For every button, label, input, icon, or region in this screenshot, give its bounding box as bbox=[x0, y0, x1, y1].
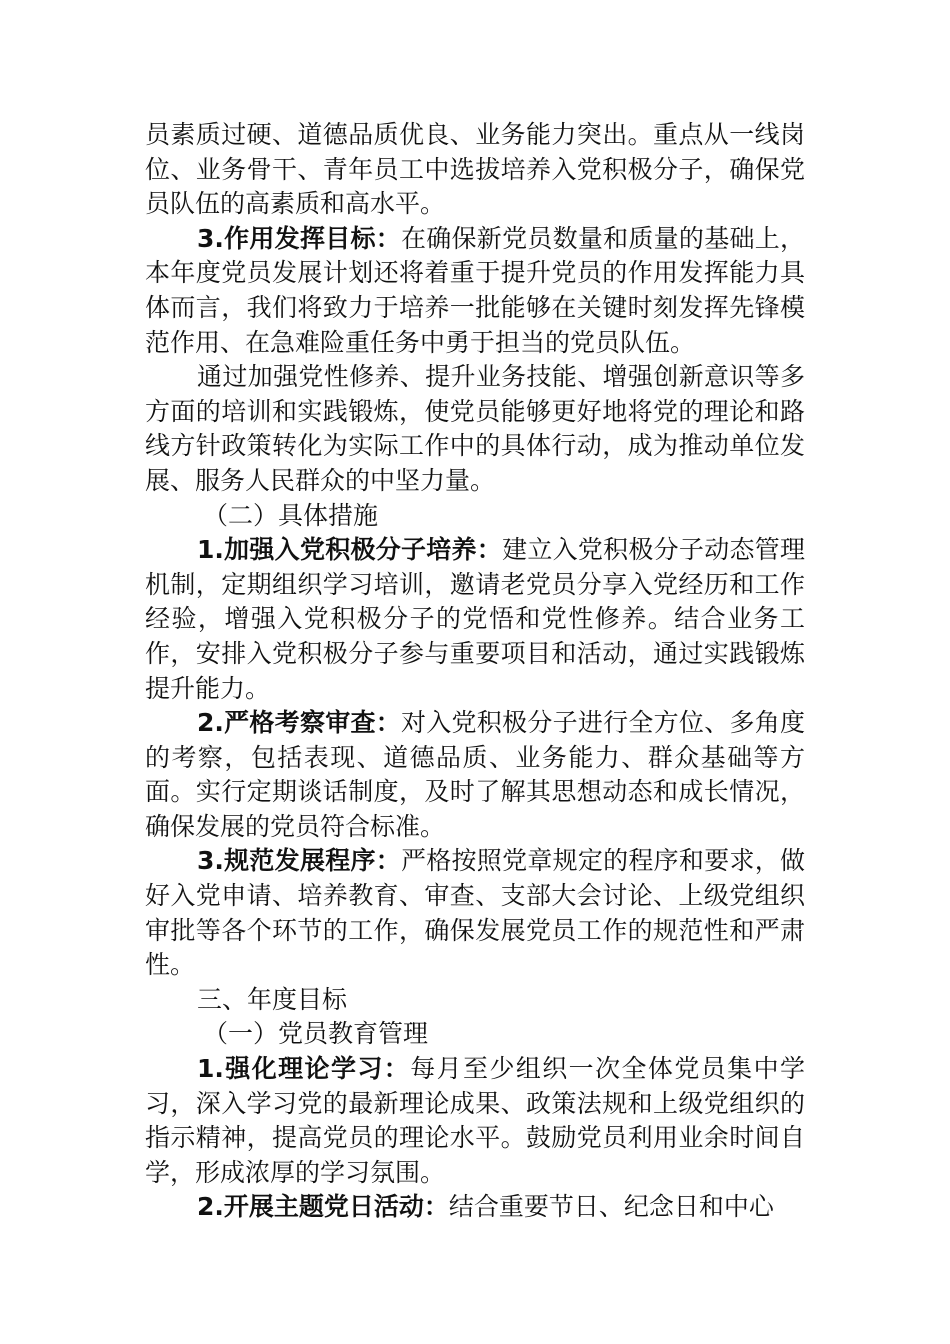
paragraph-lead: 3.规范发展程序： bbox=[197, 846, 402, 876]
paragraph-lead: 1.强化理论学习： bbox=[197, 1054, 411, 1084]
subheading-measures: （二）具体措施 bbox=[203, 500, 379, 530]
subheading-education: （一）党员教育管理 bbox=[203, 1019, 429, 1049]
paragraph-text: 严格按照党章规定的程序和要求，做好入党申请、培养教育、审查、支部大会讨论、上级党组织审批等各个环节的工作，确保发展党员工作的规范性和严肃性。 bbox=[145, 846, 805, 980]
paragraph-text: 在确保新党员数量和质量的基础上，本年度党员发展计划还将着重于提升党员的作用发挥能力具体而言，我们将致力于培养一批能够在关键时刻发挥先锋模范作用、在急难险重任务中勇于担当的党员队伍。 bbox=[145, 223, 805, 357]
paragraph-lead: 2.开展主题党日活动： bbox=[197, 1192, 449, 1222]
paragraph-theory-study bbox=[145, 1052, 805, 1190]
paragraph-text: 结合重要节日、纪念日和中心 bbox=[448, 1192, 774, 1222]
document-body bbox=[145, 118, 805, 1225]
paragraph-text: 每月至少组织一次全体党员集中学习，深入学习党的最新理论成果、政策法规和上级党组织的指示精神，提高党员的理论水平。鼓励党员利用业余时间自学，形成浓厚的学习氛围。 bbox=[145, 1054, 805, 1187]
paragraph-lead: 2.严格考察审查： bbox=[197, 708, 402, 738]
paragraph-review bbox=[145, 706, 805, 844]
paragraph-text: 建立入党积极分子动态管理机制，定期组织学习培训，邀请老党员分享入党经历和工作经验，增强入党积极分子的党悟和党性修养。结合业务工作，安排入党积极分子参与重要项目和活动，通过实践锻炼提升能力。 bbox=[145, 535, 805, 703]
paragraph-training: 通过加强党性修养、提升业务技能、增强创新意识等多方面的培训和实践锻炼，使党员能够更好地将党的理论和路线方针政策转化为实际工作中的具体行动，成为推动单位发展、服务人民群众的中坚力量。 bbox=[145, 362, 805, 495]
paragraph-activist-training bbox=[145, 533, 805, 706]
paragraph-continuation: 员素质过硬、道德品质优良、业务能力突出。重点从一线岗位、业务骨干、青年员工中选拔培养入党积极分子，确保党员队伍的高素质和高水平。 bbox=[145, 120, 805, 219]
paragraph-lead: 1.加强入党积极分子培养： bbox=[197, 535, 503, 565]
paragraph-lead: 3.作用发挥目标： bbox=[197, 223, 402, 253]
paragraph-theme-day bbox=[145, 1190, 805, 1225]
paragraph-role-goal bbox=[145, 222, 805, 360]
section-heading-annual-goals: 三、年度目标 bbox=[197, 984, 348, 1014]
paragraph-text: 对入党积极分子进行全方位、多角度的考察，包括表现、道德品质、业务能力、群众基础等方面。实行定期谈话制度，及时了解其思想动态和成长情况，确保发展的党员符合标准。 bbox=[145, 708, 805, 841]
paragraph-procedure bbox=[145, 844, 805, 982]
